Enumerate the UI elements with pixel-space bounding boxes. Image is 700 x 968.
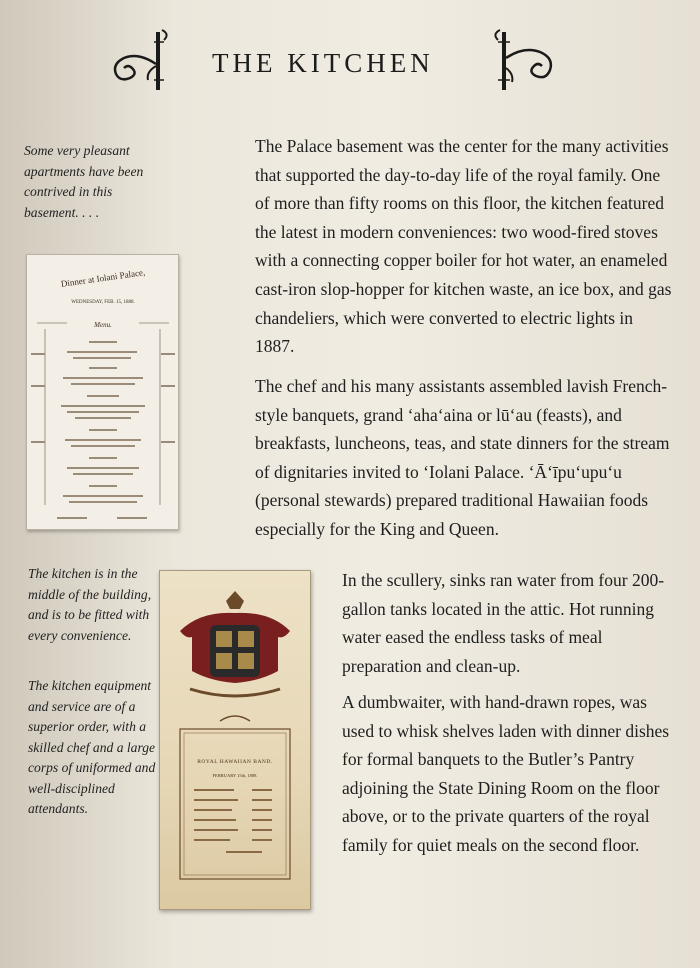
- paragraph-basement: The Palace basement was the center for the many activities that supported the day-to-day life of the royal family. One of more than fifty rooms on this floor, the kitchen featured the latest in modern conveniences: two wood-fired stoves with a connecting copper boiler for hot water, an enameled cast-iron slop-hopper for kitchen waste, an ice box, and gas chandeliers, which were converted to electric lights in 1887.: [255, 136, 672, 357]
- paragraph-dumbwaiter: A dumbwaiter, with hand-drawn ropes, was used to whisk shelves laden with dinner dishes for formal banquets to the Butler’s Pantry adjoining the State Dining Room on the floor above, or to the private quarters of the royal family for quiet meals on the second floor.: [342, 692, 670, 855]
- menu-card-title: Dinner at Iolani Palace,: [60, 267, 146, 289]
- title-row: [0, 22, 700, 102]
- ornate-scroll-icon: [488, 28, 560, 94]
- band-card-image: [159, 570, 311, 910]
- quote-basement: Some very pleasant apartments have been contrived in this basement. . . .: [24, 143, 144, 220]
- band-card-date: FEBRUARY 15th, 1888.: [212, 773, 258, 778]
- quote-kitchen-location: The kitchen is in the middle of the building, and is to be fitted with every convenience.: [28, 566, 152, 643]
- quote-kitchen-service: The kitchen equipment and service are of a superior order, with a skilled chef and a large corps of uniformed and well-disciplined attendants.: [28, 678, 156, 816]
- page-title: THE KITCHEN: [212, 48, 434, 78]
- paragraph-chef: The chef and his many assistants assembled lavish French-style banquets, grand ʻahaʻaina or lūʻau (feasts), and breakfasts, luncheons, teas, and state dinners for the stream of dignitaries invited to ʻIolani Palace. ʻĀʻīpuʻupuʻu (personal stewards) prepared traditional Hawaiian foods especially for the King and Queen.: [255, 376, 670, 539]
- menu-card-date: WEDNESDAY, FEB. 15, 1888.: [71, 300, 135, 305]
- menu-card-lines: [27, 255, 178, 529]
- menu-card-heading: Menu.: [94, 321, 112, 329]
- royal-coat-of-arms-icon: [160, 571, 310, 909]
- band-card-name: ROYAL HAWAIIAN BAND.: [197, 759, 273, 765]
- ornate-scroll-icon: [108, 28, 178, 94]
- menu-card-image: [26, 254, 179, 530]
- paragraph-scullery: In the scullery, sinks ran water from four 200-gallon tanks located in the attic. Hot running water eased the endless tasks of meal preparation and clean-up.: [342, 570, 665, 676]
